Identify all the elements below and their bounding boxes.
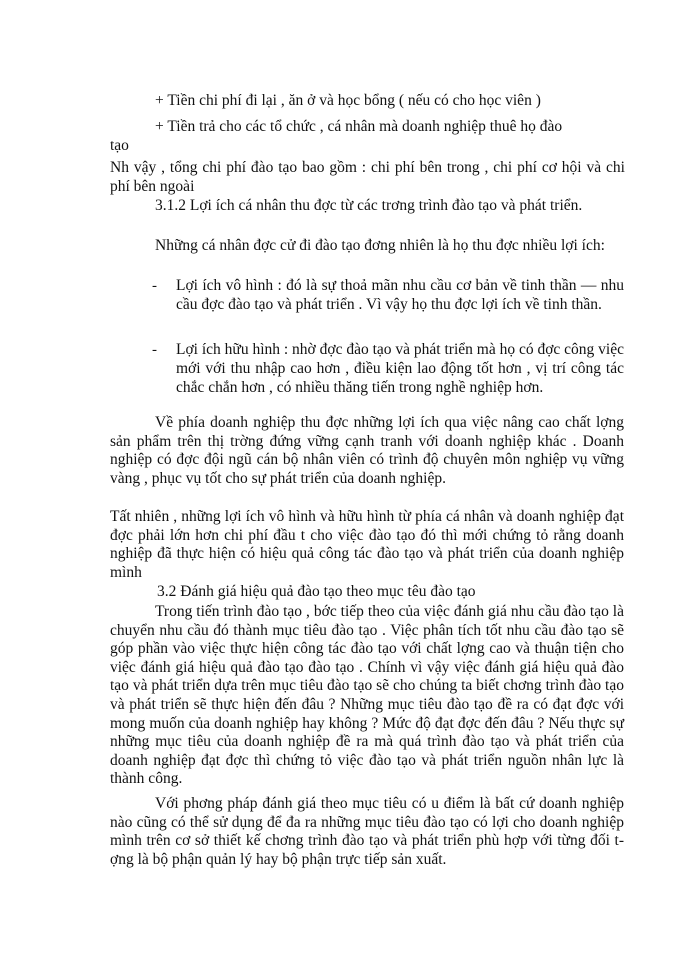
section-heading-3-2: 3.2 Đánh giá hiệu quả đào tạo theo mục têu đào tạo	[157, 583, 476, 600]
bullet-dash: -	[152, 342, 157, 358]
enterprise-benefits-paragraph: Về phía doanh nghiệp thu đợc những lợi ích qua việc nâng cao chất lợng sản phẩm trên thị trờng đứng vững cạnh tranh với doanh nghiệp khác . Doanh nghiệp có đợc đội ngũ cán bộ nhân viên có trình độ chuyên môn nghiệp vụ vững vàng , phục vụ tốt cho sự phát triển của doanh nghiệp.	[110, 414, 624, 487]
objective-method-advantage-paragraph: Với phơng pháp đánh giá theo mục tiêu có u điểm là bất cứ doanh nghiệp nào cũng có thể sử dụng để đa ra những mục tiêu đào tạo có lợi cho doanh nghiệp mình trên cơ sở thiết kế chơng trình đào tạo và phát triển phù hợp với từng đối tợng là bộ phận quản lý hay bộ phận trực tiếp sản xuất.	[110, 795, 624, 868]
expense-line-travel: + Tiền chi phí đi lại , ăn ở và học bổng ( nếu có cho học viên )	[155, 92, 541, 109]
total-cost-paragraph: Nh vậy , tổng chi phí đào tạo bao gồm : chi phí bên trong , chi phí cơ hội và chi phí bên ngoài	[110, 159, 625, 195]
expense-line-organizations-cont: tạo	[110, 137, 129, 154]
intangible-benefit-item: Lợi ích vô hình : đó là sự thoả mãn nhu cầu cơ bản về tinh thần — nhu cầu đợc đào tạo và phát triển . Vì vậy họ thu đợc lợi ích về tinh thần.	[176, 277, 624, 313]
tangible-benefit-item: Lợi ích hữu hình : nhờ đợc đào tạo và phát triển mà họ có đợc công việc mới với thu nhập cao hơn , điều kiện lao động tốt hơn , vị trí công tác chắc chắn hơn , có nhiều thăng tiến trong nghề nghiệp hơn.	[176, 341, 624, 396]
expense-line-organizations: + Tiền trả cho các tổ chức , cá nhân mà doanh nghiệp thuê họ đào	[155, 118, 563, 135]
benefit-cost-comparison-paragraph: Tất nhiên , những lợi ích vô hình và hữu hình từ phía cá nhân và doanh nghiệp đạt đợc phải lớn hơn chi phí đầu t cho việc đào tạo đó thì mới chứng tỏ rằng doanh nghiệp đã thực hiện có hiệu quả công tác đào tạo và phát triển của doanh nghiệp mình	[110, 508, 624, 581]
training-objectives-paragraph: Trong tiến trình đào tạo , bớc tiếp theo của việc đánh giá nhu cầu đào tạo là chuyển nhu cầu đó thành mục tiêu đào tạo . Việc phân tích tốt nhu cầu đào tạo sẽ góp phần vào việc thực hiện công tác đào tạo với chất lợng cao và thuận tiện cho việc đánh giá hiệu quả đào tạo đào tạo . Chính vì vậy việc đánh giá hiệu quả đào tạo và phát triển dựa trên mục tiêu đào tạo sẽ cho chúng ta biết chơng trình đào tạo và phát triển sẽ thực hiện đến đâu ? Những mục tiêu đào tạo đề ra có đạt đợc với mong muốn của doanh nghiệp hay không ? Mức độ đạt đợc đến đâu ? Nếu thực sự những mục tiêu của doanh nghiệp đề ra mà quá trình đào tạo và phát triển của doanh nghiệp đạt đợc thì chứng tỏ việc đào tạo và phát triển nguồn nhân lực là thành công.	[110, 603, 624, 788]
bullet-dash: -	[152, 278, 157, 294]
individual-benefits-intro: Những cá nhân đợc cử đi đào tạo đơng nhiên là họ thu đợc nhiều lợi ích:	[155, 237, 605, 254]
section-heading-3-1-2: 3.1.2 Lợi ích cá nhân thu đợc từ các trơng trình đào tạo và phát triển.	[155, 197, 583, 214]
